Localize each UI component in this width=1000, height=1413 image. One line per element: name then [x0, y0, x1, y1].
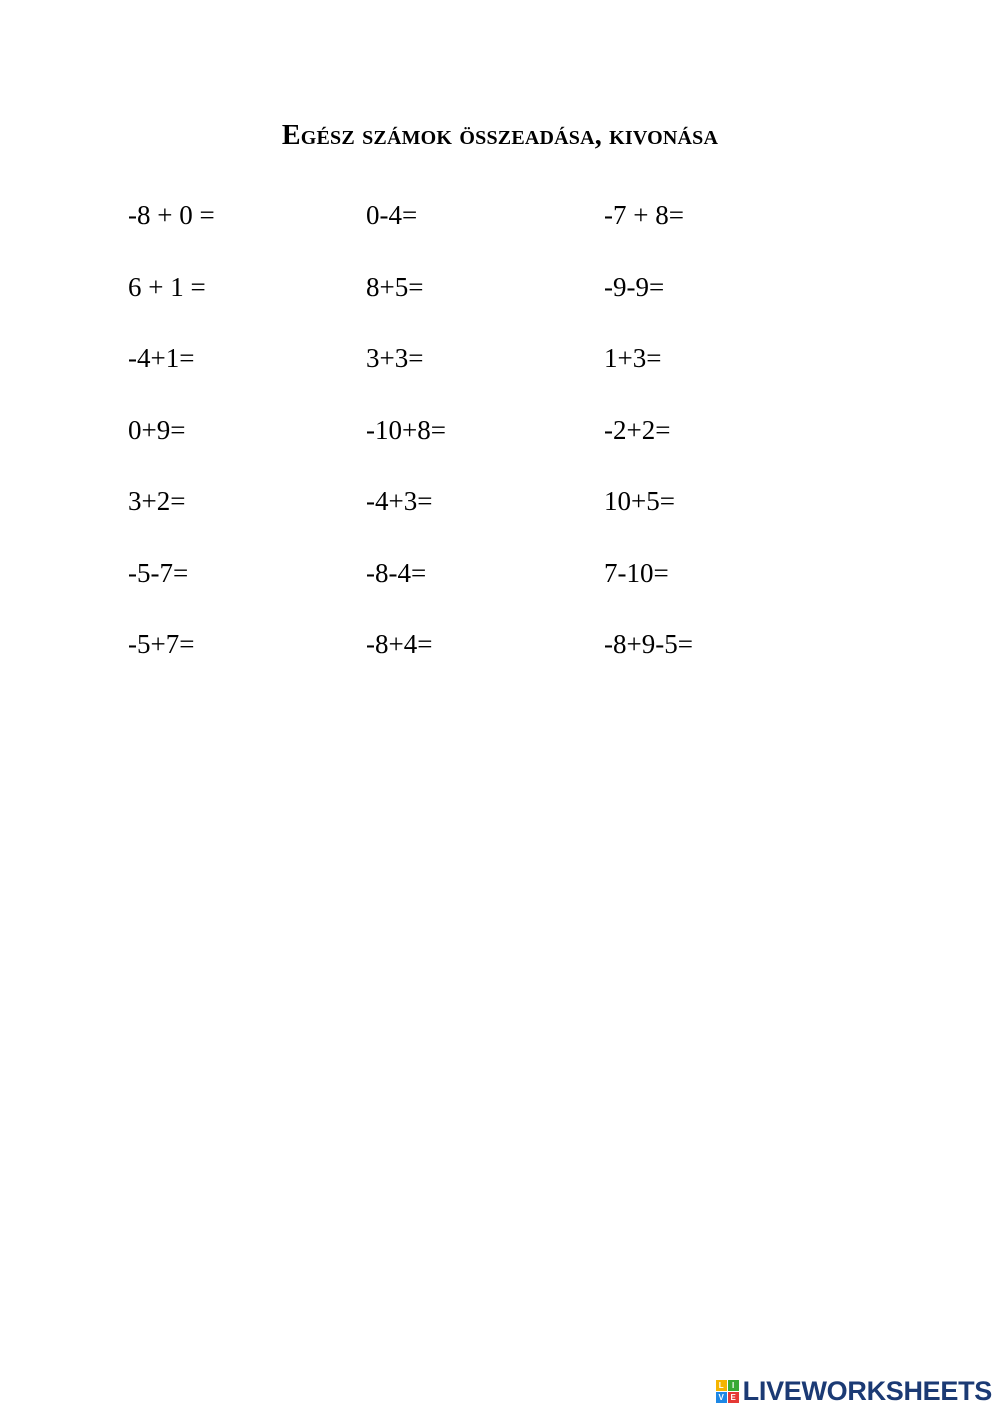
exercise-item: -4+3=: [366, 486, 433, 516]
exercise-item: -9-9=: [604, 271, 665, 302]
exercise-item: 10+5=: [604, 486, 675, 516]
exercise-item: -5+7=: [128, 629, 195, 659]
logo-mark-letter: E: [728, 1392, 739, 1403]
exercise-item: 1+3=: [604, 343, 662, 373]
exercise-grid: [128, 198, 848, 699]
exercise-item: -8+4=: [366, 629, 433, 659]
liveworksheets-logo[interactable]: [716, 1376, 992, 1407]
logo-mark-letter: I: [728, 1380, 739, 1391]
exercise-item: -5-7=: [128, 557, 189, 588]
logo-mark-icon: [716, 1380, 739, 1403]
exercise-item: 3+2=: [128, 486, 186, 516]
exercise-item: -8+9-5=: [604, 629, 693, 659]
exercise-item: 3+3=: [366, 343, 424, 373]
exercise-item: -2+2=: [604, 414, 671, 445]
exercise-item: 0+9=: [128, 414, 186, 445]
page-title: Egész számok összeadása, kivonása: [281, 120, 719, 151]
exercise-item: 0-4=: [366, 200, 418, 230]
exercise-item: -10+8=: [366, 414, 446, 445]
logo-mark-letter: V: [716, 1392, 727, 1403]
exercise-item: -7 + 8=: [604, 200, 684, 230]
exercise-item: 8+5=: [366, 271, 424, 302]
exercise-item: 7-10=: [604, 557, 669, 588]
exercise-item: -4+1=: [128, 343, 195, 373]
logo-mark-letter: L: [716, 1380, 727, 1391]
logo-text: LIVEWORKSHEETS: [742, 1376, 992, 1406]
exercise-item: -8 + 0 =: [128, 200, 215, 230]
exercise-item: -8-4=: [366, 557, 427, 588]
exercise-item: 6 + 1 =: [128, 271, 206, 302]
